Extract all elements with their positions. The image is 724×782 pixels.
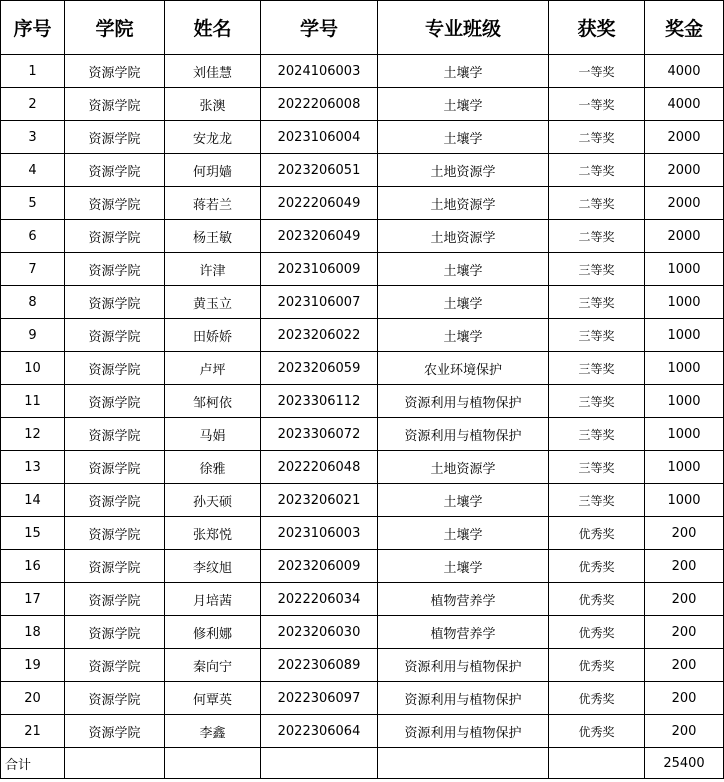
cell-prize: 1000 bbox=[645, 451, 724, 484]
cell-major-class: 土地资源学 bbox=[378, 154, 549, 187]
header-row bbox=[1, 1, 724, 55]
table-row bbox=[1, 253, 724, 286]
total-empty bbox=[378, 748, 549, 779]
table-row bbox=[1, 682, 724, 715]
cell-college: 资源学院 bbox=[65, 220, 165, 253]
cell-name: 邹柯依 bbox=[165, 385, 261, 418]
table-row bbox=[1, 385, 724, 418]
cell-award: 三等奖 bbox=[549, 385, 645, 418]
cell-name: 张郑悦 bbox=[165, 517, 261, 550]
cell-college: 资源学院 bbox=[65, 55, 165, 88]
cell-index: 11 bbox=[1, 385, 65, 418]
cell-college: 资源学院 bbox=[65, 286, 165, 319]
table-row bbox=[1, 319, 724, 352]
cell-major-class: 土壤学 bbox=[378, 55, 549, 88]
cell-major-class: 植物营养学 bbox=[378, 583, 549, 616]
cell-index: 19 bbox=[1, 649, 65, 682]
cell-award: 优秀奖 bbox=[549, 682, 645, 715]
cell-major-class: 土壤学 bbox=[378, 319, 549, 352]
cell-major-class: 资源利用与植物保护 bbox=[378, 649, 549, 682]
cell-major-class: 土壤学 bbox=[378, 484, 549, 517]
cell-student-id: 2022306089 bbox=[261, 649, 378, 682]
cell-major-class: 土地资源学 bbox=[378, 451, 549, 484]
cell-award: 优秀奖 bbox=[549, 616, 645, 649]
cell-name: 杨王敏 bbox=[165, 220, 261, 253]
cell-student-id: 2024106003 bbox=[261, 55, 378, 88]
cell-major-class: 土壤学 bbox=[378, 121, 549, 154]
cell-major-class: 植物营养学 bbox=[378, 616, 549, 649]
cell-college: 资源学院 bbox=[65, 649, 165, 682]
cell-college: 资源学院 bbox=[65, 583, 165, 616]
cell-major-class: 资源利用与植物保护 bbox=[378, 418, 549, 451]
table-row bbox=[1, 616, 724, 649]
table-row bbox=[1, 583, 724, 616]
cell-index: 2 bbox=[1, 88, 65, 121]
cell-index: 6 bbox=[1, 220, 65, 253]
cell-name: 孙天硕 bbox=[165, 484, 261, 517]
cell-student-id: 2023306112 bbox=[261, 385, 378, 418]
cell-name: 田娇娇 bbox=[165, 319, 261, 352]
cell-prize: 2000 bbox=[645, 220, 724, 253]
cell-name: 黄玉立 bbox=[165, 286, 261, 319]
total-empty bbox=[549, 748, 645, 779]
cell-name: 修利娜 bbox=[165, 616, 261, 649]
cell-student-id: 2023106004 bbox=[261, 121, 378, 154]
table-row bbox=[1, 649, 724, 682]
cell-student-id: 2022206034 bbox=[261, 583, 378, 616]
cell-index: 10 bbox=[1, 352, 65, 385]
total-empty bbox=[165, 748, 261, 779]
cell-award: 二等奖 bbox=[549, 121, 645, 154]
cell-index: 21 bbox=[1, 715, 65, 748]
cell-prize: 1000 bbox=[645, 484, 724, 517]
cell-award: 优秀奖 bbox=[549, 550, 645, 583]
cell-prize: 1000 bbox=[645, 352, 724, 385]
table-row bbox=[1, 715, 724, 748]
cell-college: 资源学院 bbox=[65, 418, 165, 451]
table-row bbox=[1, 517, 724, 550]
cell-college: 资源学院 bbox=[65, 88, 165, 121]
cell-college: 资源学院 bbox=[65, 319, 165, 352]
cell-award: 三等奖 bbox=[549, 418, 645, 451]
table-row bbox=[1, 88, 724, 121]
cell-award: 三等奖 bbox=[549, 286, 645, 319]
cell-index: 5 bbox=[1, 187, 65, 220]
cell-award: 二等奖 bbox=[549, 154, 645, 187]
cell-award: 三等奖 bbox=[549, 352, 645, 385]
table-row bbox=[1, 352, 724, 385]
cell-index: 15 bbox=[1, 517, 65, 550]
cell-college: 资源学院 bbox=[65, 484, 165, 517]
cell-name: 蒋若兰 bbox=[165, 187, 261, 220]
cell-award: 三等奖 bbox=[549, 319, 645, 352]
table-row bbox=[1, 154, 724, 187]
cell-student-id: 2022306097 bbox=[261, 682, 378, 715]
cell-student-id: 2023106009 bbox=[261, 253, 378, 286]
cell-major-class: 土壤学 bbox=[378, 286, 549, 319]
cell-name: 李纹旭 bbox=[165, 550, 261, 583]
cell-prize: 2000 bbox=[645, 121, 724, 154]
cell-index: 4 bbox=[1, 154, 65, 187]
header-student-id: 学号 bbox=[261, 1, 378, 55]
table-row bbox=[1, 418, 724, 451]
cell-award: 三等奖 bbox=[549, 451, 645, 484]
cell-prize: 1000 bbox=[645, 286, 724, 319]
cell-student-id: 2023206030 bbox=[261, 616, 378, 649]
cell-prize: 2000 bbox=[645, 187, 724, 220]
cell-student-id: 2022306064 bbox=[261, 715, 378, 748]
cell-award: 优秀奖 bbox=[549, 583, 645, 616]
cell-college: 资源学院 bbox=[65, 253, 165, 286]
cell-award: 优秀奖 bbox=[549, 649, 645, 682]
cell-index: 16 bbox=[1, 550, 65, 583]
cell-index: 1 bbox=[1, 55, 65, 88]
total-row bbox=[1, 748, 724, 779]
cell-major-class: 土地资源学 bbox=[378, 187, 549, 220]
cell-college: 资源学院 bbox=[65, 682, 165, 715]
cell-prize: 1000 bbox=[645, 253, 724, 286]
cell-student-id: 2022206008 bbox=[261, 88, 378, 121]
cell-name: 张澳 bbox=[165, 88, 261, 121]
cell-prize: 1000 bbox=[645, 319, 724, 352]
cell-prize: 200 bbox=[645, 715, 724, 748]
cell-student-id: 2023206059 bbox=[261, 352, 378, 385]
cell-major-class: 土壤学 bbox=[378, 550, 549, 583]
cell-name: 李鑫 bbox=[165, 715, 261, 748]
cell-student-id: 2023206009 bbox=[261, 550, 378, 583]
cell-major-class: 资源利用与植物保护 bbox=[378, 715, 549, 748]
table-row bbox=[1, 550, 724, 583]
cell-college: 资源学院 bbox=[65, 550, 165, 583]
table-row bbox=[1, 55, 724, 88]
cell-student-id: 2023206022 bbox=[261, 319, 378, 352]
cell-prize: 200 bbox=[645, 550, 724, 583]
cell-name: 何玥嫱 bbox=[165, 154, 261, 187]
cell-index: 12 bbox=[1, 418, 65, 451]
table-row bbox=[1, 286, 724, 319]
table-row bbox=[1, 484, 724, 517]
cell-college: 资源学院 bbox=[65, 616, 165, 649]
cell-prize: 200 bbox=[645, 517, 724, 550]
cell-index: 14 bbox=[1, 484, 65, 517]
header-college: 学院 bbox=[65, 1, 165, 55]
cell-prize: 1000 bbox=[645, 418, 724, 451]
cell-index: 7 bbox=[1, 253, 65, 286]
cell-award: 优秀奖 bbox=[549, 517, 645, 550]
cell-student-id: 2023106003 bbox=[261, 517, 378, 550]
cell-award: 一等奖 bbox=[549, 55, 645, 88]
cell-student-id: 2023306072 bbox=[261, 418, 378, 451]
cell-award: 三等奖 bbox=[549, 253, 645, 286]
cell-index: 3 bbox=[1, 121, 65, 154]
cell-student-id: 2023206049 bbox=[261, 220, 378, 253]
header-award: 获奖 bbox=[549, 1, 645, 55]
cell-student-id: 2022206048 bbox=[261, 451, 378, 484]
cell-name: 刘佳慧 bbox=[165, 55, 261, 88]
cell-student-id: 2022206049 bbox=[261, 187, 378, 220]
cell-college: 资源学院 bbox=[65, 451, 165, 484]
cell-student-id: 2023206051 bbox=[261, 154, 378, 187]
header-prize: 奖金 bbox=[645, 1, 724, 55]
table-row bbox=[1, 220, 724, 253]
cell-major-class: 土壤学 bbox=[378, 88, 549, 121]
cell-index: 9 bbox=[1, 319, 65, 352]
header-name: 姓名 bbox=[165, 1, 261, 55]
cell-college: 资源学院 bbox=[65, 352, 165, 385]
cell-index: 18 bbox=[1, 616, 65, 649]
cell-name: 许津 bbox=[165, 253, 261, 286]
cell-major-class: 农业环境保护 bbox=[378, 352, 549, 385]
cell-major-class: 土壤学 bbox=[378, 253, 549, 286]
cell-prize: 200 bbox=[645, 649, 724, 682]
cell-major-class: 土地资源学 bbox=[378, 220, 549, 253]
cell-award: 优秀奖 bbox=[549, 715, 645, 748]
table-row bbox=[1, 451, 724, 484]
cell-award: 二等奖 bbox=[549, 220, 645, 253]
cell-award: 三等奖 bbox=[549, 484, 645, 517]
cell-prize: 200 bbox=[645, 682, 724, 715]
cell-prize: 4000 bbox=[645, 55, 724, 88]
cell-prize: 200 bbox=[645, 616, 724, 649]
cell-college: 资源学院 bbox=[65, 121, 165, 154]
cell-name: 马娟 bbox=[165, 418, 261, 451]
cell-name: 卢坪 bbox=[165, 352, 261, 385]
cell-prize: 200 bbox=[645, 583, 724, 616]
cell-name: 何覃英 bbox=[165, 682, 261, 715]
cell-major-class: 资源利用与植物保护 bbox=[378, 385, 549, 418]
table-row bbox=[1, 121, 724, 154]
cell-prize: 2000 bbox=[645, 154, 724, 187]
cell-college: 资源学院 bbox=[65, 715, 165, 748]
cell-major-class: 土壤学 bbox=[378, 517, 549, 550]
table-row bbox=[1, 187, 724, 220]
total-amount: 25400 bbox=[645, 748, 724, 779]
cell-college: 资源学院 bbox=[65, 187, 165, 220]
cell-student-id: 2023206021 bbox=[261, 484, 378, 517]
cell-index: 17 bbox=[1, 583, 65, 616]
header-major-class: 专业班级 bbox=[378, 1, 549, 55]
total-label: 合计 bbox=[1, 748, 65, 779]
cell-name: 月培茜 bbox=[165, 583, 261, 616]
cell-prize: 1000 bbox=[645, 385, 724, 418]
cell-name: 秦向宁 bbox=[165, 649, 261, 682]
total-empty bbox=[261, 748, 378, 779]
cell-index: 13 bbox=[1, 451, 65, 484]
cell-college: 资源学院 bbox=[65, 517, 165, 550]
cell-college: 资源学院 bbox=[65, 385, 165, 418]
cell-college: 资源学院 bbox=[65, 154, 165, 187]
cell-award: 二等奖 bbox=[549, 187, 645, 220]
header-index: 序号 bbox=[1, 1, 65, 55]
cell-name: 安龙龙 bbox=[165, 121, 261, 154]
cell-index: 20 bbox=[1, 682, 65, 715]
cell-prize: 4000 bbox=[645, 88, 724, 121]
total-empty bbox=[65, 748, 165, 779]
cell-index: 8 bbox=[1, 286, 65, 319]
cell-name: 徐雅 bbox=[165, 451, 261, 484]
cell-award: 一等奖 bbox=[549, 88, 645, 121]
cell-student-id: 2023106007 bbox=[261, 286, 378, 319]
cell-major-class: 资源利用与植物保护 bbox=[378, 682, 549, 715]
